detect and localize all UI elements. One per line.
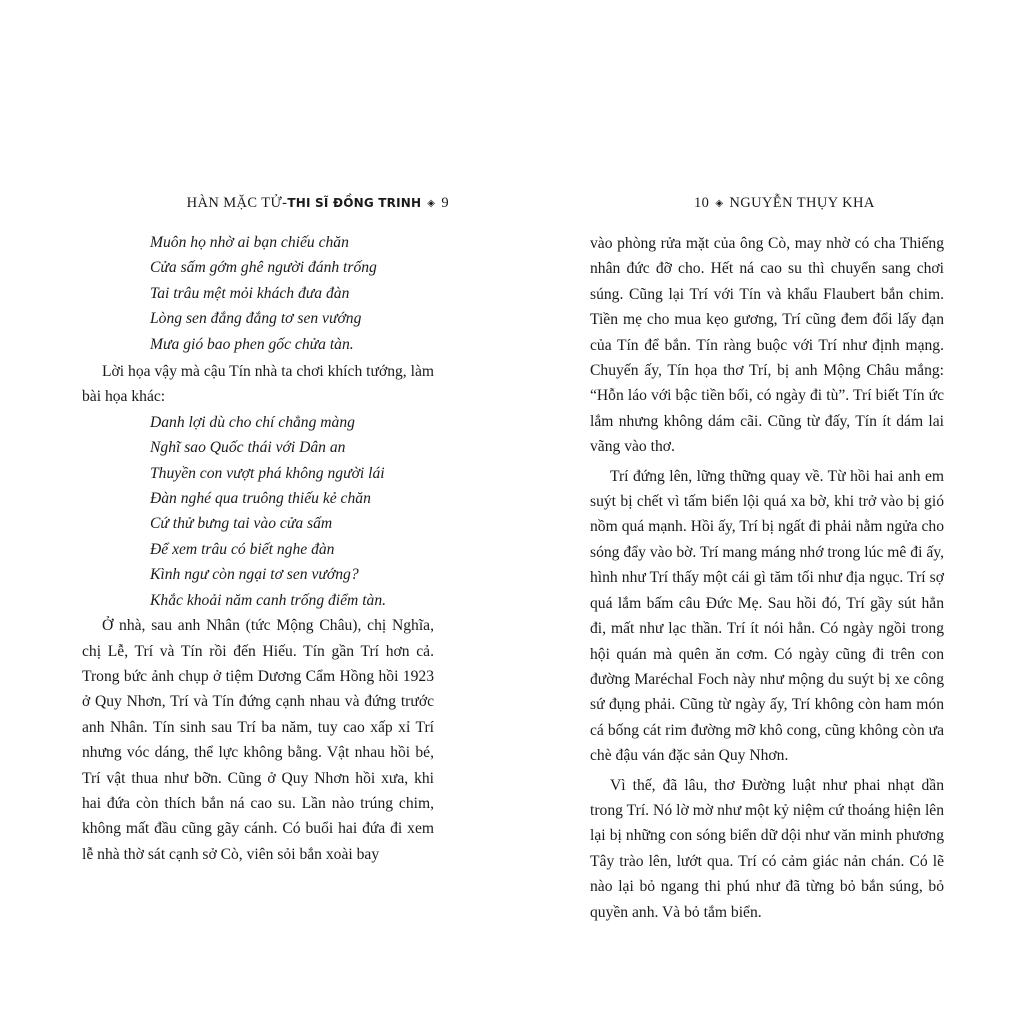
left-header-subtitle: THI SĨ ĐỒNG TRINH <box>287 196 422 210</box>
diamond-ornament-icon: ◈ <box>427 198 436 209</box>
poem-stanza-2 <box>82 410 434 613</box>
poem-line: Cửa sấm gớm ghê người đánh trống <box>150 259 377 277</box>
paragraph: Lời họa vậy mà cậu Tín nhà ta chơi khích tướng, làm bài họa khác: <box>82 363 434 406</box>
left-header-separator: - <box>282 195 288 211</box>
left-body-text <box>82 230 434 867</box>
left-running-head <box>187 195 449 212</box>
poem-line: Muôn họ nhờ ai bạn chiếu chăn <box>150 234 349 251</box>
poem-stanza-1 <box>82 230 434 357</box>
right-body-text <box>590 231 944 925</box>
left-page-number: 9 <box>441 195 449 211</box>
poem-line: Thuyền con vượt phá không người lái <box>150 464 385 482</box>
poem-line: Để xem trâu có biết nghe đàn <box>150 540 335 558</box>
poem-line: Danh lợi dù cho chí chẳng màng <box>150 413 355 431</box>
poem-line: Tai trâu mệt mỏi khách đưa đàn <box>150 284 350 302</box>
right-running-head <box>694 195 875 212</box>
poem-line: Khắc khoải năm canh trống điểm tàn. <box>150 591 387 609</box>
right-page-number: 10 <box>694 195 710 211</box>
paragraph: Vì thế, đã lâu, thơ Đường luật như phai nhạt dần trong Trí. Nó lờ mờ như một kỷ niệm cứ thoáng hiện lên lại bị những con sóng biển dữ dội như văn minh phương Tây trào lên, lướt qua. Trí có cảm giác nản chán. Có lẽ nào lại bỏ ngang thi phú như đã từng bỏ bắn súng, bỏ quyền anh. Và bỏ tắm biển. <box>590 776 944 921</box>
poem-line: Đàn nghé qua truông thiếu kẻ chăn <box>150 490 371 508</box>
paragraph: vào phòng rửa mặt của ông Cò, may nhờ có cha Thiếng nhân đức đỡ cho. Hết ná cao su thì chuyển sang chơi súng. Cũng lại Trí với Tín và khẩu Flaubert bắn chim. Tiền mẹ cho mua kẹo gương, Trí cũng đem đổi lấy đạn của Tín để bắn. Tín ràng buộc với Trí như định mạng. Chuyến ấy, Tín họa thơ Trí, bị anh Mộng Châu mắng: “Hỗn láo với bậc tiền bối, có ngày đi tù”. Trí biết Tín ức lắm nhưng không dám cãi. Cũng từ đấy, Tín ít dám lai vãng vào thơ. <box>590 235 944 456</box>
poem-line: Mưa gió bao phen gốc chửa tàn. <box>150 335 354 353</box>
right-header-author: NGUYỄN THỤY KHA <box>729 195 875 211</box>
diamond-ornament-icon: ◈ <box>715 198 724 209</box>
paragraph: Ở nhà, sau anh Nhân (tức Mộng Châu), chị Nghĩa, chị Lễ, Trí và Tín rồi đến Hiếu. Tín gần Trí hơn cả. Trong bức ảnh chụp ở tiệm Dương Cẩm Hồng hồi 1923 ở Quy Nhơn, Trí và Tín đứng cạnh nhau và đứng trước anh Nhân. Tín sinh sau Trí ba năm, tuy cao xấp xỉ Trí nhưng vóc dáng, thể lực không bằng. Vật nhau hồi bé, Trí vật thua như bỡn. Cũng ở Quy Nhơn hồi xưa, khi hai đứa còn thích bắn ná cao su. Lần nào trúng chim, không mất đầu cũng gãy cánh. Có buổi hai đứa đi xem lễ nhà thờ sát cạnh sở Cò, viên sỏi bắn xoài bay <box>82 617 434 863</box>
poem-line: Kình ngư còn ngại tơ sen vướng? <box>150 566 359 584</box>
left-header-title: HÀN MẶC TỬ <box>186 195 283 211</box>
poem-line: Cứ thử bưng tai vào cửa sấm <box>150 515 333 533</box>
poem-line: Nghĩ sao Quốc thái với Dân an <box>150 439 346 457</box>
poem-line: Lòng sen đắng đắng tơ sen vướng <box>150 310 362 328</box>
paragraph: Trí đứng lên, lững thững quay về. Từ hồi hai anh em suýt bị chết vì tấm biển lội quá xa bờ, khi trở vào bị gió nồm quá mạnh. Hồi ấy, Trí bị ngất đi phải nằm ngửa cho sóng đẩy vào bờ. Trí mang máng nhớ trong lúc mê đi ấy, hình như Trí thấy một cái gì tăm tối như địa ngục. Trí sợ quá lắm bấm câu Đức Mẹ. Sau hồi đó, Trí gầy sút hẳn đi, mất như lạc thần. Trí ít nói hẳn. Có ngày ngồi trong hội quán mà quên ăn cơm. Có ngày cũng đi trên con đường Maréchal Foch này như mộng du suýt bị xe công sứ đụng phải. Cũng từ ngày ấy, Trí không còn ham món cá bống cát rim đường mỡ khô cong, cũng không còn ưa chè đậu ván đặc sản Quy Nhơn. <box>590 467 944 765</box>
